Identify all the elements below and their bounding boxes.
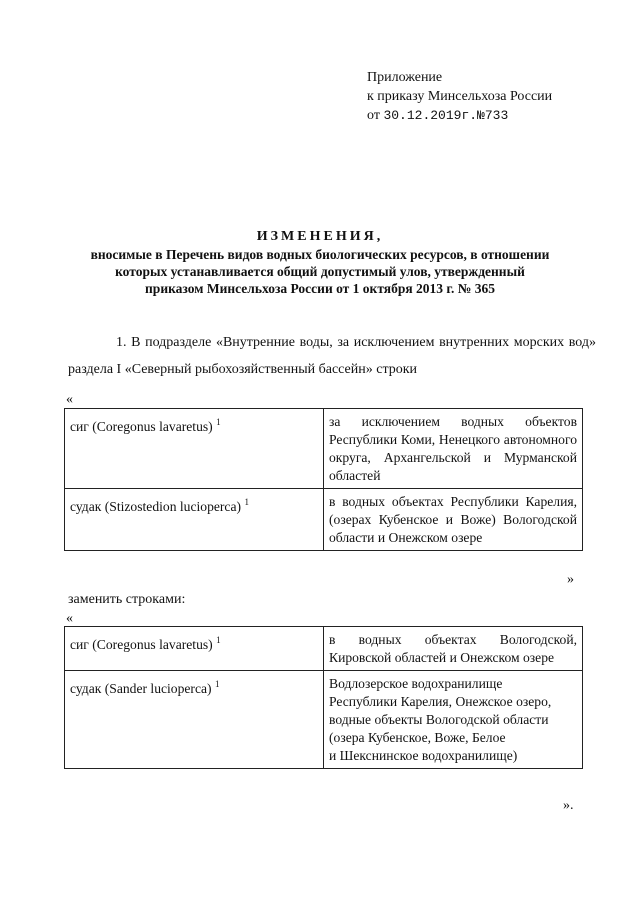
- species-name: судак (Stizostedion lucioperca): [70, 499, 242, 514]
- appendix-date-prefix: от: [367, 108, 384, 123]
- paragraph-1: 1. В подразделе «Внутренние воды, за исключением внутренних морских вод» раздела I «Северный рыбохозяйственный бассейн» строки: [68, 335, 596, 377]
- appendix-line-3: [367, 106, 552, 125]
- appendix-block: [367, 68, 552, 125]
- species-name: сиг (Coregonus lavaretus): [70, 419, 213, 434]
- table-row: [65, 627, 583, 671]
- species-cell: [65, 409, 324, 489]
- quote-close-2: ».: [563, 798, 574, 813]
- new-rows-table: [64, 626, 583, 769]
- footnote-mark: 1: [216, 635, 221, 645]
- area-line: Водлозерское водохранилище: [329, 676, 503, 691]
- replace-text: заменить строками:: [68, 592, 186, 607]
- footnote-mark: 1: [244, 497, 249, 507]
- quote-open-1: «: [66, 392, 73, 407]
- area-line: (озера Кубенское, Воже, Белое: [329, 730, 506, 745]
- old-rows-table: [64, 408, 583, 551]
- appendix-line-2: к приказу Минсельхоза России: [367, 89, 553, 104]
- species-cell: [65, 627, 324, 671]
- area-cell: в водных объектах Республики Карелия, (озерах Кубенское и Воже) Вологодской области и Онежском озере: [324, 489, 583, 551]
- appendix-date-stamp: 30.12.2019г.№733: [383, 108, 509, 123]
- heading-line-1: вносимые в Перечень видов водных биологических ресурсов, в отношении: [90, 247, 550, 262]
- heading-line-2: которых устанавливается общий допустимый улов, утвержденный: [115, 264, 525, 279]
- quote-open-2: «: [66, 611, 73, 626]
- table-row: [65, 671, 583, 769]
- document-heading: [40, 228, 600, 297]
- species-name: судак (Sander lucioperca): [70, 681, 212, 696]
- area-cell: [324, 671, 583, 769]
- area-line: и Шекснинское водохранилище): [329, 748, 518, 763]
- appendix-line-1: Приложение: [367, 70, 443, 85]
- species-name: сиг (Coregonus lavaretus): [70, 637, 213, 652]
- area-cell: за исключением водных объектов Республики Коми, Ненецкого автономного округа, Архангельской и Мурманской областей: [324, 409, 583, 489]
- area-cell: в водных объектах Вологодской, Кировской областей и Онежском озере: [324, 627, 583, 671]
- heading-line-3: приказом Минсельхоза России от 1 октября 2013 г. № 365: [145, 281, 495, 296]
- species-cell: [65, 489, 324, 551]
- area-line: Республики Карелия, Онежское озеро,: [329, 694, 552, 709]
- quote-close-1: »: [567, 572, 574, 587]
- table-row: [65, 489, 583, 551]
- footnote-mark: 1: [214, 679, 220, 689]
- table-row: [65, 409, 583, 489]
- species-cell: [65, 671, 324, 769]
- document-title: ИЗМЕНЕНИЯ,: [256, 229, 384, 244]
- area-line: водные объекты Вологодской области: [329, 712, 549, 727]
- footnote-mark: 1: [216, 417, 221, 427]
